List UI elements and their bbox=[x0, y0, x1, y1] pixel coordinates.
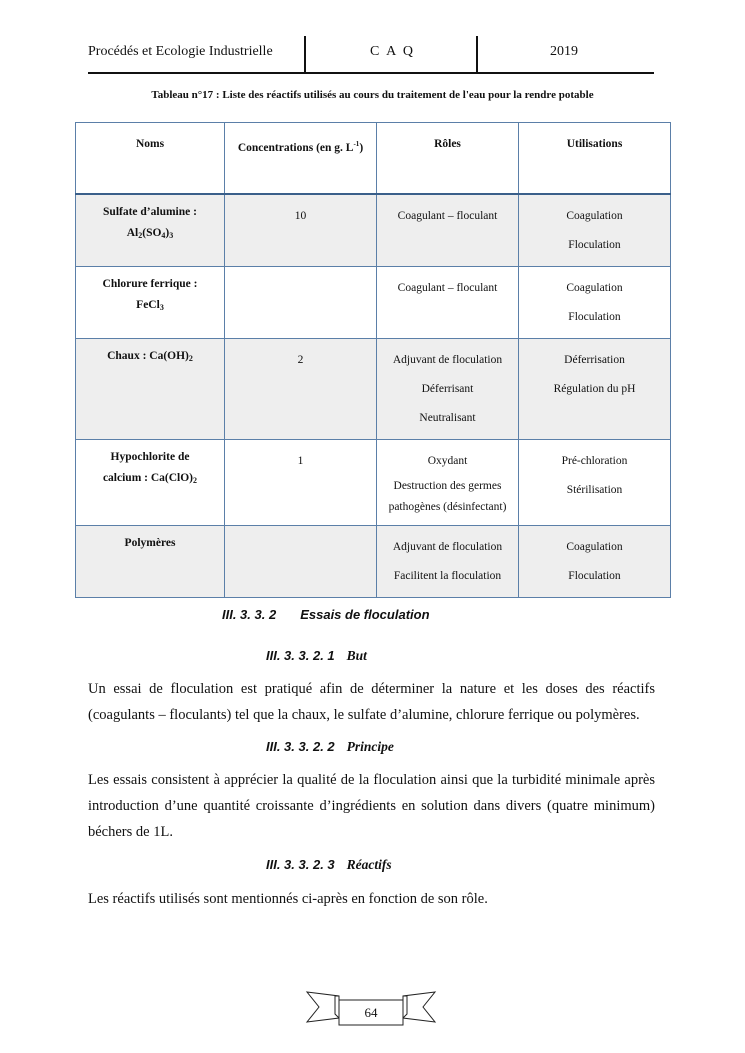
reagent-concentration bbox=[225, 526, 377, 598]
header-divider bbox=[304, 36, 306, 72]
paragraph-but: Un essai de floculation est pratiqué afin de déterminer la nature et les doses des réactifs (coagulants – floculants) tel que la chaux, le sulfate d’alumine, chlorure ferrique ou polymères. bbox=[88, 681, 655, 723]
reagent-concentration: 1 bbox=[225, 440, 377, 526]
col-header-concentrations: Concentrations (en g. $L^{-1}$) bbox=[225, 123, 377, 195]
header-center: C A Q bbox=[370, 44, 416, 59]
table-row bbox=[76, 267, 671, 339]
reagent-name: Chaux : $Ca(OH)_2$ bbox=[76, 339, 225, 440]
reagent-roles: Adjuvant de floculation Déferrisant Neutralisant bbox=[377, 339, 519, 440]
table-row bbox=[76, 194, 671, 267]
col-header-utilisations: Utilisations bbox=[519, 123, 671, 195]
paragraph-reactifs: Les réactifs utilisés sont mentionnés ci-après en fonction de son rôle. bbox=[88, 891, 488, 907]
table-caption: Tableau n°17 : Liste des réactifs utilisés au cours du traitement de l'eau pour la rendre potable bbox=[151, 89, 594, 101]
page-number: 64 bbox=[364, 1005, 378, 1020]
reagent-uses: Coagulation Floculation bbox=[519, 267, 671, 339]
reagent-concentration bbox=[225, 267, 377, 339]
subsection-heading-but: III. 3. 3. 2. 1 But bbox=[266, 648, 367, 663]
col-header-roles: Rôles bbox=[377, 123, 519, 195]
reagent-roles: Oxydant Destruction des germes pathogènes (désinfectant) bbox=[377, 440, 519, 526]
header-year: 2019 bbox=[550, 44, 578, 59]
reagent-name: Sulfate d’alumine : $Al_2(SO_4)_3$ bbox=[76, 194, 225, 267]
reagent-uses: Coagulation Floculation bbox=[519, 526, 671, 598]
col-header-noms: Noms bbox=[76, 123, 225, 195]
reagent-roles: Coagulant – floculant bbox=[377, 267, 519, 339]
subsection-heading-principe: III. 3. 3. 2. 2 Principe bbox=[266, 739, 394, 754]
page-header bbox=[88, 36, 654, 74]
header-course: Procédés et Ecologie Industrielle bbox=[88, 44, 273, 59]
reagent-uses: Déferrisation Régulation du pH bbox=[519, 339, 671, 440]
reagent-name: Chlorure ferrique : FeCl$_3$ bbox=[76, 267, 225, 339]
table-row bbox=[76, 440, 671, 526]
reagents-table bbox=[75, 122, 671, 598]
reagent-name: Hypochlorite de calcium : $Ca(ClO)_2$ bbox=[76, 440, 225, 526]
table-row bbox=[76, 339, 671, 440]
reagent-roles: Adjuvant de floculation Facilitent la floculation bbox=[377, 526, 519, 598]
table-row bbox=[76, 526, 671, 598]
paragraph-principe: Les essais consistent à apprécier la qualité de la floculation ainsi que la turbidité minimale après introduction d’une quantité croissante d’ingrédients en solution dans divers (quatre minimum) béchers de 1L. bbox=[88, 772, 655, 840]
reagent-uses: Pré-chloration Stérilisation bbox=[519, 440, 671, 526]
page-number-ribbon bbox=[305, 988, 437, 1028]
reagent-concentration: 2 bbox=[225, 339, 377, 440]
subsection-heading-reactifs: III. 3. 3. 2. 3 Réactifs bbox=[266, 857, 392, 872]
header-rule bbox=[88, 72, 654, 74]
concentration-unit: (en g. $L^{-1}$) bbox=[316, 140, 364, 154]
reagent-roles: Coagulant – floculant bbox=[377, 194, 519, 267]
table-header-row bbox=[76, 123, 671, 195]
section-heading: III. 3. 3. 2 Essais de floculation bbox=[222, 607, 430, 622]
header-divider bbox=[476, 36, 478, 72]
reagent-uses: Coagulation Floculation bbox=[519, 194, 671, 267]
reagent-name: Polymères bbox=[76, 526, 225, 598]
reagent-concentration: 10 bbox=[225, 194, 377, 267]
